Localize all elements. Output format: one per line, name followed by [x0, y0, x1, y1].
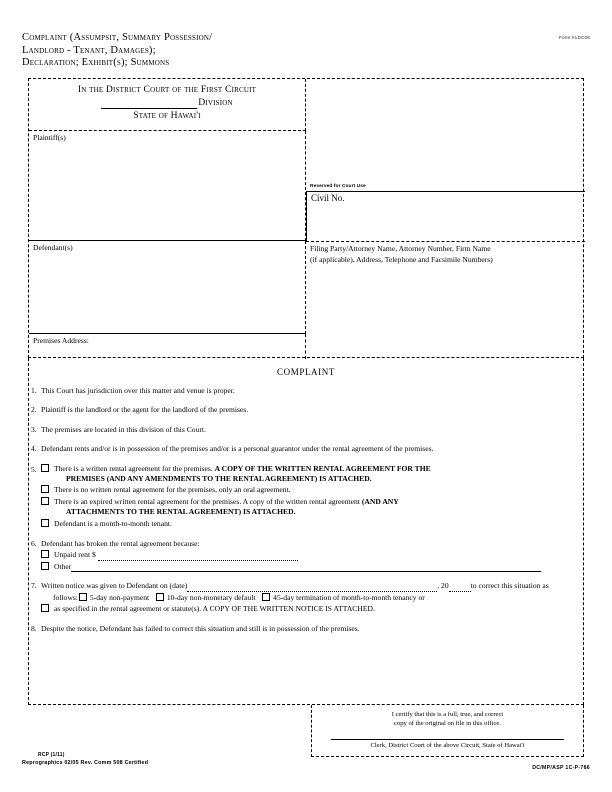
- complaint-heading: COMPLAINT: [277, 367, 335, 377]
- paragraph-3-text: The premises are located in this division of this Court.: [41, 424, 206, 434]
- paragraph-7-option-3-label: 45-day termination of month-to-month tenancy or: [273, 592, 425, 602]
- header-line-3: Declaration; Exhibit(s); Summons: [22, 57, 170, 69]
- reserved-for-court-use-box: [306, 183, 585, 241]
- paragraph-2: [29, 405, 583, 415]
- footer-left: [22, 752, 148, 766]
- paragraph-3: [29, 425, 583, 435]
- paragraph-5-option-3-text: There is an expired written rental agreement for the premises. A copy of the written rental agreement: [54, 496, 362, 506]
- paragraph-4-text: Defendant rents and/or is in possession of the premises and/or is a personal guarantor under the rental agreement of the premises.: [41, 444, 434, 454]
- filing-party-line-2: (if applicable), Address, Telephone and Facsimile Numbers): [310, 254, 493, 264]
- form-number: Form #1DC08: [558, 35, 590, 40]
- checkbox-45-day-termination[interactable]: [262, 593, 270, 601]
- paragraph-6-unpaid-rent-label: Unpaid rent $: [54, 550, 96, 560]
- paragraph-5-option-3[interactable]: [29, 497, 583, 518]
- footer-form-code: RCP (1/11): [38, 752, 65, 758]
- unpaid-rent-amount-field[interactable]: [98, 552, 298, 561]
- checkbox-expired-written-agreement[interactable]: [41, 497, 49, 505]
- paragraph-6-option-other[interactable]: [29, 562, 583, 572]
- clerk-signature-label: Clerk, District Court of the above Circuit, State of Hawai'i: [370, 741, 525, 749]
- paragraph-1-number: 1.: [31, 386, 37, 395]
- paragraph-5-option-1[interactable]: [29, 464, 583, 485]
- checkbox-no-written-agreement[interactable]: [41, 485, 49, 493]
- state-label: State of Hawai'i: [133, 110, 201, 121]
- notice-date-field[interactable]: [187, 583, 437, 592]
- division-label: Division: [198, 97, 233, 108]
- filing-party-line-1: Filing Party/Attorney Name, Attorney Number, Firm Name: [310, 244, 491, 253]
- paragraph-8: [29, 624, 583, 634]
- checkbox-month-to-month-tenant[interactable]: [41, 519, 49, 527]
- caption-block: [28, 78, 584, 358]
- paragraph-2-text: Plaintiff is the landlord or the agent for the landlord of the premises.: [41, 405, 249, 415]
- paragraph-4-number: 4.: [31, 444, 37, 454]
- paragraph-6-text: Defendant has broken the rental agreement because:: [41, 539, 200, 549]
- paragraph-5-option-2[interactable]: [29, 485, 583, 495]
- division-line: [29, 96, 305, 109]
- division-blank[interactable]: [101, 99, 197, 109]
- checkbox-other-reason[interactable]: [41, 562, 49, 570]
- certification-line-1: I certify that this is a full, true, and correct: [391, 711, 504, 718]
- paragraph-5-option-1-text: There is a written rental agreement for the premises.: [54, 463, 215, 473]
- reserved-for-court-use-label: Reserved for Court Use: [310, 184, 366, 189]
- paragraph-5-option-3-bold-2: ATTACHMENTS TO THE RENTAL AGREEMENT) IS ATTACHED.: [66, 507, 296, 517]
- paragraph-5-option-4[interactable]: [29, 519, 583, 529]
- paragraph-3-number: 3.: [31, 424, 37, 434]
- paragraph-6: [29, 539, 583, 549]
- court-title-box: [29, 79, 306, 131]
- paragraph-7-checkbox-row: [41, 593, 583, 603]
- footer-reprographics: Reprographics 02/05 Rev. Comm 508 Certified: [22, 760, 149, 766]
- paragraph-4: [29, 444, 583, 454]
- defendant-label: Defendant(s): [33, 243, 73, 252]
- court-title: In the District Court of the First Circuit: [77, 84, 257, 95]
- paragraph-7-number: 7.: [31, 581, 37, 591]
- checkbox-10-day-non-monetary-default[interactable]: [156, 593, 164, 601]
- header-line-2: Landlord - Tenant, Damages);: [22, 44, 156, 56]
- plaintiff-box[interactable]: [29, 131, 306, 241]
- paragraph-1: [29, 386, 583, 396]
- paragraph-7: [29, 581, 583, 614]
- plaintiff-label: Plaintiff(s): [33, 133, 66, 142]
- clerk-signature-line[interactable]: [331, 738, 564, 740]
- paragraph-8-text: Despite the notice, Defendant has failed to correct this situation and still is in possession of the premises.: [41, 623, 360, 633]
- paragraph-7-year-prefix: , 20: [437, 581, 449, 591]
- defendant-box[interactable]: [29, 241, 306, 334]
- paragraph-5-option-3-bold: (AND ANY: [361, 496, 399, 506]
- document-header: [22, 32, 442, 70]
- civil-number-box[interactable]: [306, 191, 585, 241]
- paragraph-7-lead: Written notice was given to Defendant on (date): [41, 581, 188, 591]
- footer-right-code: DC/MP/ASP 1C-P-786: [532, 765, 590, 771]
- paragraph-8-number: 8.: [31, 623, 37, 633]
- checkbox-unpaid-rent[interactable]: [41, 550, 49, 558]
- civil-number-label: Civil No.: [311, 193, 345, 203]
- paragraph-5-number: 5.: [31, 464, 37, 474]
- paragraph-7-option-2-label: 10-day non-monetary default: [166, 592, 256, 602]
- paragraph-7-option-4[interactable]: [41, 604, 583, 614]
- other-reason-field[interactable]: [71, 563, 541, 572]
- paragraph-1-text: This Court has jurisdiction over this matter and venue is proper.: [41, 386, 235, 395]
- paragraph-7-option-4-bold: A COPY OF THE WRITTEN NOTICE IS ATTACHED.: [202, 604, 375, 614]
- checkbox-written-rental-agreement[interactable]: [41, 464, 49, 472]
- paragraph-5-option-1-bold-2: PREMISES (AND ANY AMENDMENTS TO THE RENTAL AGREEMENT) IS ATTACHED.: [66, 474, 372, 484]
- paragraph-5-option-1-bold: A COPY OF THE WRITTEN RENTAL AGREEMENT FOR THE: [214, 463, 431, 473]
- paragraph-7-option-4-text: as specified in the rental agreement or statute(s).: [54, 604, 203, 614]
- header-line-1: Complaint (Assumpsit, Summary Possession/: [22, 32, 213, 43]
- paragraph-5-option-2-text: There is no written rental agreement for the premises, only an oral agreement.: [54, 485, 291, 495]
- paragraph-6-number: 6.: [31, 539, 37, 549]
- premises-address-label: Premises Address:: [33, 336, 89, 345]
- paragraph-7-option-1-label: 5-day non-payment: [89, 592, 150, 602]
- paragraph-7-after-year: to correct this situation as: [470, 581, 549, 591]
- checkbox-as-specified-in-agreement[interactable]: [41, 604, 49, 612]
- paragraph-6-other-label: Other: [54, 561, 72, 571]
- paragraph-5-option-4-text: Defendant is a month-to-month tenant.: [54, 518, 172, 528]
- paragraph-7-follows-label: follows:: [53, 592, 78, 602]
- certification-line-2: copy of the original on file in this office.: [393, 720, 501, 728]
- checkbox-5-day-non-payment[interactable]: [79, 593, 87, 601]
- paragraph-2-number: 2.: [31, 405, 37, 415]
- premises-address-box[interactable]: [29, 334, 306, 359]
- complaint-body: [28, 358, 584, 705]
- certification-block: [311, 705, 584, 757]
- notice-year-field[interactable]: [449, 583, 471, 592]
- paragraph-6-option-unpaid-rent[interactable]: [29, 550, 583, 560]
- filing-party-box[interactable]: [306, 241, 585, 359]
